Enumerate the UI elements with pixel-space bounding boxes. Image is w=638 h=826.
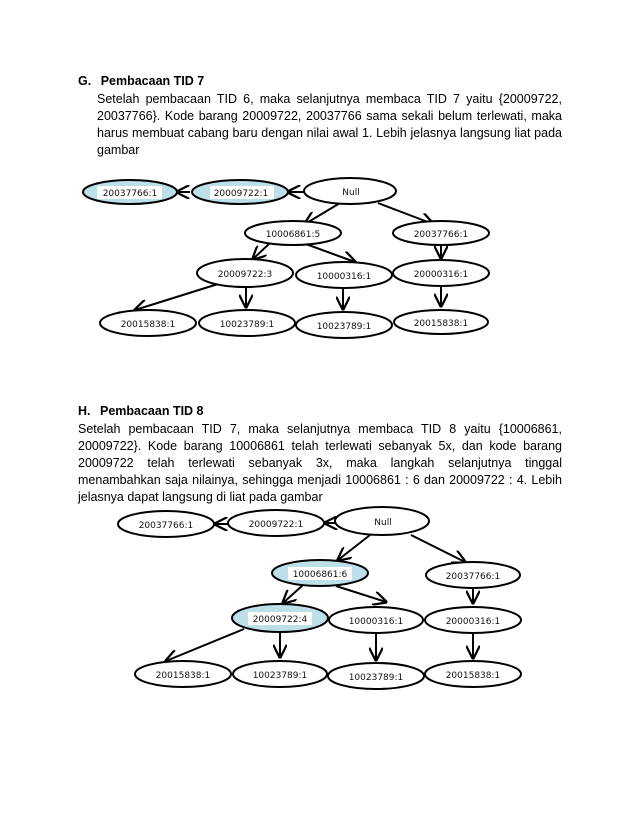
section-g-title: Pembacaan TID 7 <box>100 74 205 88</box>
node-label-root: Null <box>342 188 360 198</box>
node-label: 10000316:1 <box>348 617 404 627</box>
section-h-paragraph <box>78 421 562 506</box>
node-label: 20009722:3 <box>217 270 273 280</box>
edge <box>303 243 355 262</box>
node-label: 20009722:1 <box>213 189 269 199</box>
section-g-heading <box>78 74 204 88</box>
fp-tree-tid8 <box>0 504 638 694</box>
edge <box>338 535 370 560</box>
edge <box>336 586 386 602</box>
section-h-marker: H. <box>78 404 91 418</box>
edge <box>166 629 244 661</box>
edge <box>135 284 218 310</box>
node-label: 20000316:1 <box>413 270 469 280</box>
edge <box>411 535 465 562</box>
node-label: 10023789:1 <box>219 320 275 330</box>
edge <box>253 243 270 259</box>
section-g-line: Setelah pembacaan TID 6, maka selanjutnya membaca TID 7 yaitu {20009722, <box>97 92 562 106</box>
section-h-line: 20009722 telah terlewati sebanyak 3x, maka langkah selanjutnya tinggal <box>78 456 562 470</box>
node-label: 20015838:1 <box>413 319 469 329</box>
node-label: 20037766:1 <box>138 521 194 531</box>
node-label: 10006861:6 <box>292 570 348 580</box>
node-label: 10023789:1 <box>252 671 308 681</box>
node-label: 20009722:1 <box>248 520 304 530</box>
node-label: 20037766:1 <box>102 189 158 199</box>
section-h-line: Setelah pembacaan TID 7, maka selanjutnya membaca TID 8 yaitu {10006861, <box>78 422 562 436</box>
node-label: 20009722:4 <box>252 615 308 625</box>
fp-tree-tid7 <box>0 170 638 340</box>
section-h-line: menambahkan saja nilainya, sehingga menjadi 10006861 : 6 dan 20009722 : 4. Lebih <box>78 473 562 487</box>
node-label: 10023789:1 <box>316 322 372 332</box>
node-label: 20015838:1 <box>445 671 501 681</box>
section-g-line: 20037766}. Kode barang 20009722, 20037766 sama sekali belum terlewati, maka <box>97 109 562 123</box>
node-label: 20037766:1 <box>445 572 501 582</box>
node-label: 10000316:1 <box>316 272 372 282</box>
section-h-line: 20009722}. Kode barang 10006861 telah terlewati sebanyak 5x, dan kode barang <box>78 439 562 453</box>
node-label: 10023789:1 <box>348 673 404 683</box>
node-label-root: Null <box>374 518 392 528</box>
section-h-heading <box>78 404 204 418</box>
node-label: 20015838:1 <box>155 671 211 681</box>
section-g-line: gambar <box>97 143 140 157</box>
edge <box>283 585 303 603</box>
node-label: 10006861:5 <box>265 230 321 240</box>
section-g-line: harus membuat cabang baru dengan nilai awal 1. Lebih jelasnya langsung liat pada <box>97 126 562 140</box>
section-h-title: Pembacaan TID 8 <box>99 404 204 418</box>
node-label: 20015838:1 <box>120 320 176 330</box>
section-h-line: jelasnya dapat langsung di liat pada gambar <box>78 490 323 504</box>
node-label: 20000316:1 <box>445 617 501 627</box>
section-g-paragraph <box>97 91 562 159</box>
node-label: 20037766:1 <box>413 230 469 240</box>
section-g-marker: G. <box>78 74 92 88</box>
